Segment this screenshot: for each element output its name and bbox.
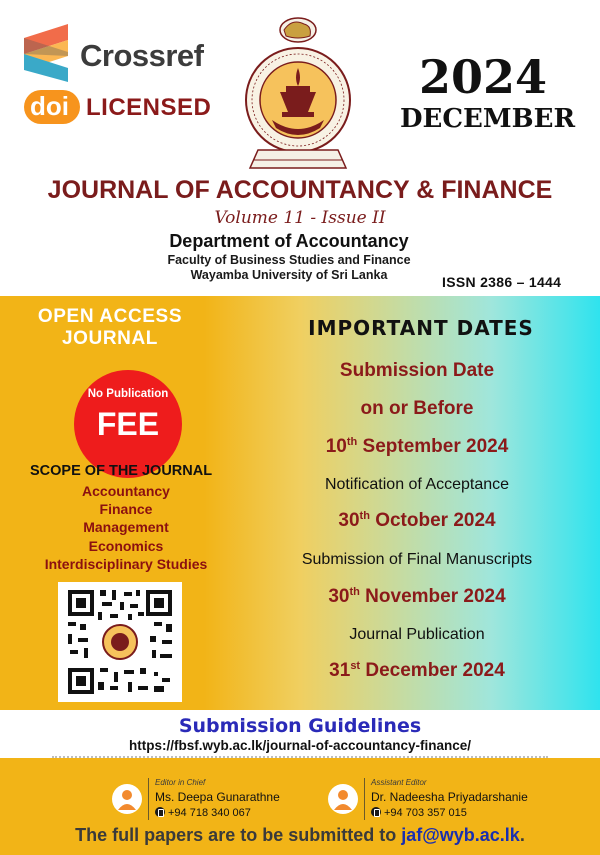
info-band (0, 296, 600, 710)
publication-date (262, 660, 572, 682)
editor-role: Assistant Editor (371, 778, 427, 787)
submission-label-1: Submission Date (339, 360, 495, 381)
submission-month-year: September 2024 (362, 436, 509, 457)
scope-item: Interdisciplinary Studies (44, 555, 208, 572)
publication-month-year: December 2024 (365, 660, 505, 681)
issn-number: ISSN 2386 – 1444 (442, 274, 562, 290)
final-suffix: th (349, 586, 360, 598)
editor-name: Ms. Deepa Gunarathne (155, 790, 280, 804)
editor-in-chief-card (112, 778, 332, 822)
issue-month: DECEMBER (400, 104, 576, 134)
assistant-editor-card (328, 778, 548, 822)
final-manuscript-date (262, 586, 572, 608)
doi-badge-text: doi (30, 91, 69, 121)
doi-badge (24, 90, 80, 124)
editor-phone (155, 807, 251, 819)
editor-name: Dr. Nadeesha Priyadarshanie (371, 790, 528, 804)
crossref-logo (24, 24, 224, 84)
editor-divider (364, 778, 365, 820)
submission-note-end: . (519, 825, 525, 845)
doi-licensed-logo (24, 88, 224, 128)
phone-icon (371, 807, 381, 817)
submission-guidelines-section (0, 710, 600, 758)
notification-month-year: October 2024 (375, 510, 496, 531)
notification-date (262, 510, 572, 532)
submission-label-2: on or Before (360, 398, 474, 419)
notification-label: Notification of Acceptance (324, 476, 510, 493)
submission-note (0, 825, 600, 846)
scope-item: Management (83, 519, 169, 536)
submission-guidelines-title: Submission Guidelines (178, 715, 422, 737)
editor-phone-number[interactable]: +94 703 357 015 (384, 807, 467, 819)
final-day: 30 (328, 586, 350, 607)
publication-day: 31 (329, 660, 351, 681)
editor-divider (148, 778, 149, 820)
crossref-wordmark: Crossref (80, 38, 204, 73)
phone-icon (155, 807, 165, 817)
volume-issue: Volume 11 - Issue II (214, 208, 386, 228)
scope-list (24, 482, 228, 573)
doi-licensed-text: LICENSED (86, 94, 212, 121)
department-name: Department of Accountancy (169, 231, 409, 251)
scope-item: Accountancy (82, 483, 170, 499)
open-access-heading (30, 306, 190, 350)
notification-suffix: th (359, 510, 370, 522)
editor-phone-number[interactable]: +94 718 340 067 (168, 807, 251, 819)
no-fee-small-text: No Publication (87, 388, 169, 400)
no-fee-badge (74, 370, 182, 478)
poster-header (0, 0, 600, 296)
editor-phone (371, 807, 467, 819)
submission-note-text: The full papers are to be submitted to (75, 825, 402, 845)
publication-suffix: st (350, 660, 361, 672)
qr-code-icon (58, 582, 182, 702)
important-dates-title: IMPORTANT DATES (308, 316, 534, 340)
crossref-logo-icon (24, 24, 72, 82)
avatar-icon (112, 784, 142, 814)
faculty-name: Faculty of Business Studies and Finance (167, 253, 411, 267)
issue-year: 2024 (418, 50, 548, 104)
no-fee-big-text: FEE (96, 406, 160, 442)
scope-item: Economics (88, 537, 164, 554)
university-seal-icon (242, 16, 354, 171)
submission-day: 10 (325, 436, 347, 457)
scope-item: Finance (99, 501, 153, 518)
editor-role: Editor in Chief (155, 778, 206, 787)
final-manuscript-label: Submission of Final Manuscripts (301, 551, 533, 568)
submission-suffix: th (346, 436, 358, 448)
submission-email-link[interactable]: jaf@wyb.ac.lk (401, 825, 520, 845)
final-month-year: November 2024 (365, 586, 506, 607)
editors-footer (0, 758, 600, 855)
submission-date (262, 436, 572, 458)
open-access-line-2: JOURNAL (61, 328, 159, 349)
scope-title: SCOPE OF THE JOURNAL (30, 463, 213, 479)
open-access-line-1: OPEN ACCESS (37, 306, 183, 327)
avatar-icon (328, 784, 358, 814)
notification-day: 30 (338, 510, 360, 531)
journal-title: JOURNAL OF ACCOUNTANCY & FINANCE (47, 176, 553, 204)
university-name: Wayamba University of Sri Lanka (190, 268, 388, 282)
submission-guidelines-link[interactable]: https://fbsf.wyb.ac.lk/journal-of-accountancy-finance/ (128, 738, 472, 753)
publication-label: Journal Publication (349, 626, 485, 643)
